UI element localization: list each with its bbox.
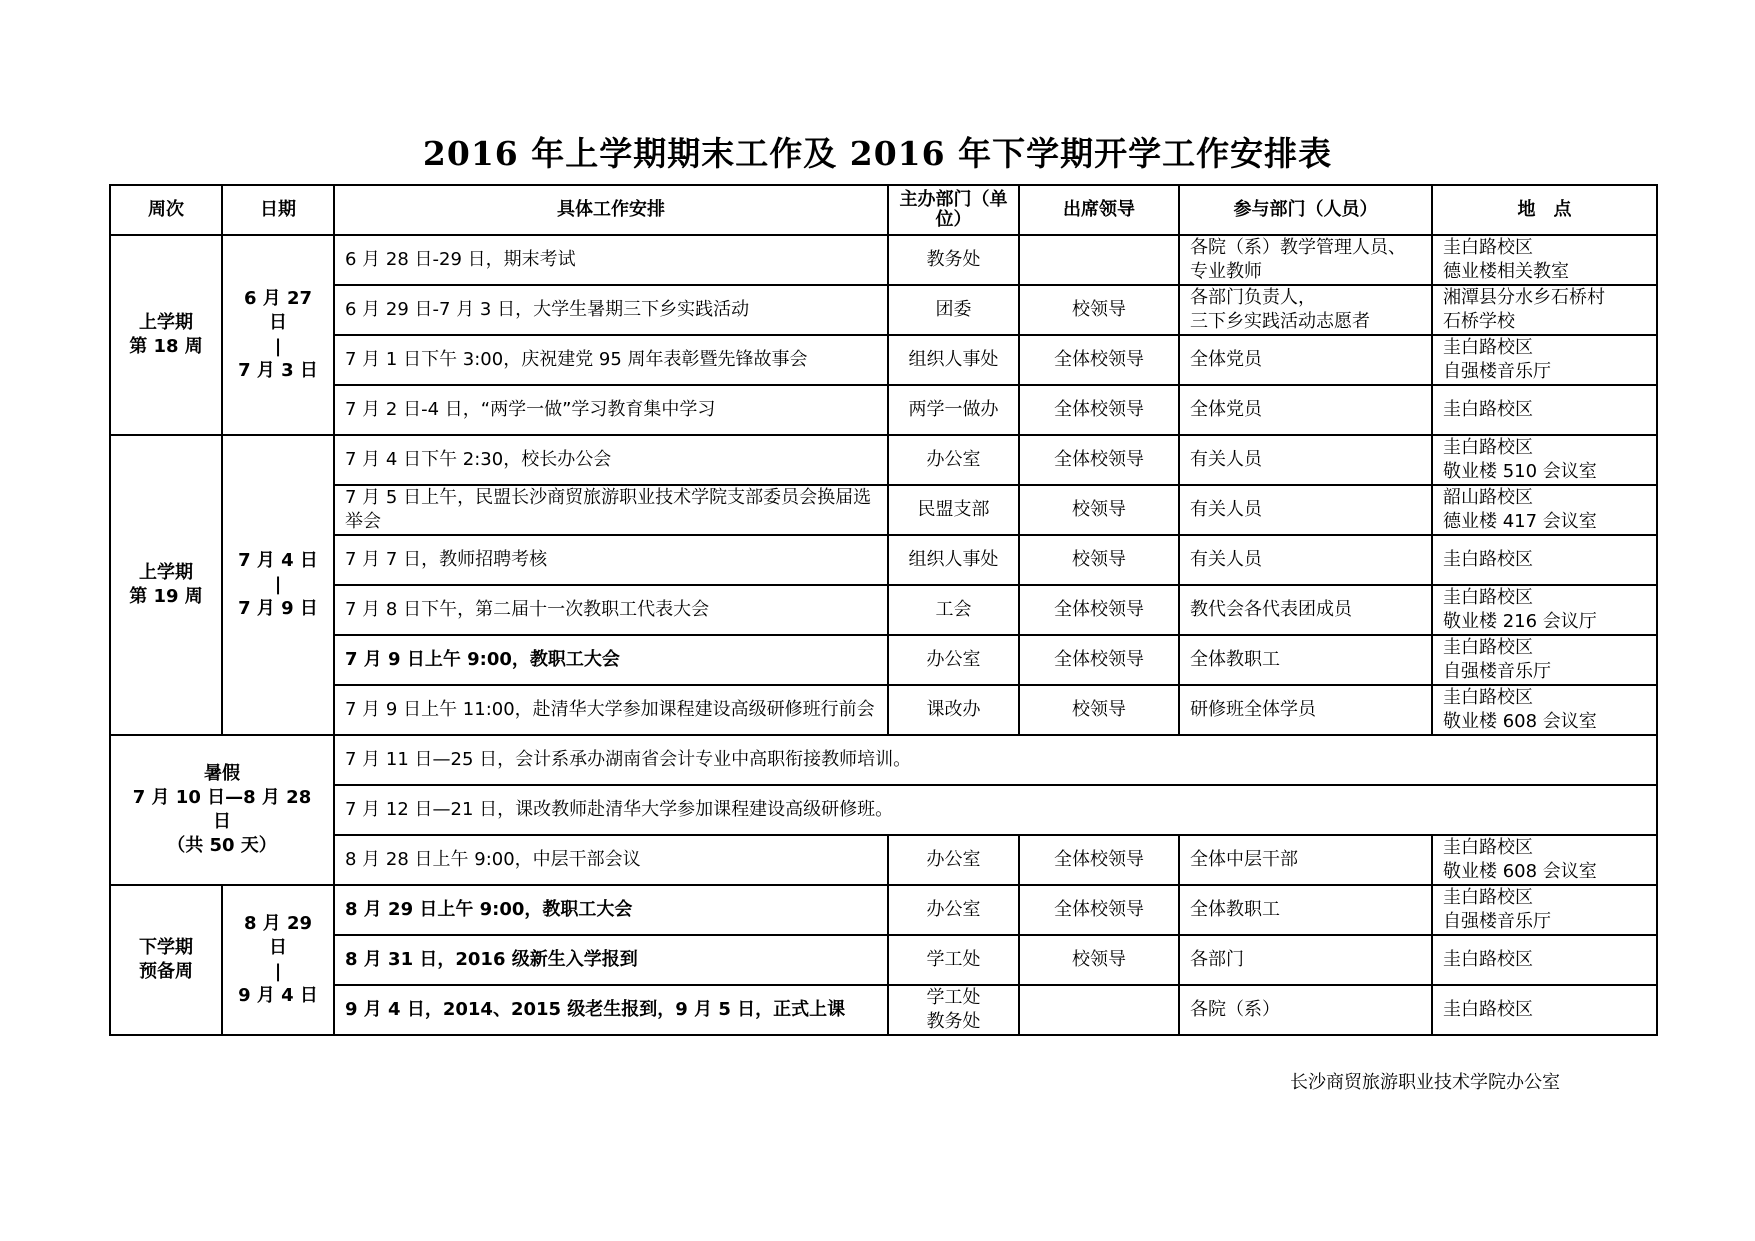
leader-cell: 全体校领导	[1019, 835, 1179, 885]
task-cell: 7 月 5 日上午，民盟长沙商贸旅游职业技术学院支部委员会换届选举会	[334, 485, 888, 535]
location-cell: 圭白路校区 敬业楼 608 会议室	[1432, 685, 1657, 735]
location-cell: 圭白路校区 德业楼相关教室	[1432, 235, 1657, 285]
task-cell: 8 月 31 日，2016 级新生入学报到	[334, 935, 888, 985]
header-host-dept: 主办部门（单位）	[888, 185, 1019, 235]
header-row	[110, 185, 1657, 235]
table-row	[110, 985, 1657, 1035]
leader-cell: 全体校领导	[1019, 435, 1179, 485]
location-cell: 圭白路校区	[1432, 535, 1657, 585]
leader-cell: 校领导	[1019, 685, 1179, 735]
location-cell: 圭白路校区 敬业楼 216 会议厅	[1432, 585, 1657, 635]
leader-cell: 校领导	[1019, 935, 1179, 985]
task-cell: 7 月 12 日—21 日，课改教师赴清华大学参加课程建设高级研修班。	[334, 785, 1657, 835]
participants-cell: 有关人员	[1179, 535, 1432, 585]
host-dept-cell: 民盟支部	[888, 485, 1019, 535]
task-cell: 6 月 29 日-7 月 3 日，大学生暑期三下乡实践活动	[334, 285, 888, 335]
task-cell: 7 月 9 日上午 11:00，赴清华大学参加课程建设高级研修班行前会	[334, 685, 888, 735]
task-cell: 7 月 8 日下午，第二届十一次教职工代表大会	[334, 585, 888, 635]
participants-cell: 全体党员	[1179, 385, 1432, 435]
leader-cell: 校领导	[1019, 535, 1179, 585]
host-dept-cell: 课改办	[888, 685, 1019, 735]
host-dept-cell: 学工处	[888, 935, 1019, 985]
leader-cell: 校领导	[1019, 485, 1179, 535]
table-row	[110, 735, 1657, 785]
table-row	[110, 285, 1657, 335]
participants-cell: 各院（系）教学管理人员、 专业教师	[1179, 235, 1432, 285]
host-dept-cell: 工会	[888, 585, 1019, 635]
header-participants: 参与部门（人员）	[1179, 185, 1432, 235]
schedule-table	[109, 184, 1658, 1036]
location-cell: 圭白路校区 敬业楼 510 会议室	[1432, 435, 1657, 485]
leader-cell: 校领导	[1019, 285, 1179, 335]
participants-cell: 有关人员	[1179, 485, 1432, 535]
page-title: 2016 年上学期期末工作及 2016 年下学期开学工作安排表	[422, 134, 1333, 173]
task-cell: 8 月 28 日上午 9:00，中层干部会议	[334, 835, 888, 885]
task-cell: 8 月 29 日上午 9:00，教职工大会	[334, 885, 888, 935]
task-cell: 7 月 2 日-4 日，“两学一做”学习教育集中学习	[334, 385, 888, 435]
table-row	[110, 635, 1657, 685]
participants-cell: 全体中层干部	[1179, 835, 1432, 885]
leader-cell: 全体校领导	[1019, 635, 1179, 685]
date-cell: 6 月 27 日 | 7 月 3 日	[222, 235, 334, 435]
participants-cell: 全体党员	[1179, 335, 1432, 385]
location-cell: 圭白路校区	[1432, 985, 1657, 1035]
participants-cell: 教代会各代表团成员	[1179, 585, 1432, 635]
leader-cell: 全体校领导	[1019, 335, 1179, 385]
participants-cell: 全体教职工	[1179, 885, 1432, 935]
table-row	[110, 485, 1657, 535]
leader-cell: 全体校领导	[1019, 585, 1179, 635]
location-cell: 圭白路校区 自强楼音乐厅	[1432, 335, 1657, 385]
week-cell: 上学期 第 18 周	[110, 235, 222, 435]
header-task: 具体工作安排	[334, 185, 888, 235]
week-cell: 上学期 第 19 周	[110, 435, 222, 735]
participants-cell: 全体教职工	[1179, 635, 1432, 685]
task-cell: 7 月 9 日上午 9:00，教职工大会	[334, 635, 888, 685]
host-dept-cell: 学工处 教务处	[888, 985, 1019, 1035]
participants-cell: 各院（系）	[1179, 985, 1432, 1035]
table-row	[110, 335, 1657, 385]
footer-office: 长沙商贸旅游职业技术学院办公室	[1290, 1072, 1560, 1093]
table-row	[110, 235, 1657, 285]
location-cell: 湘潭县分水乡石桥村 石桥学校	[1432, 285, 1657, 335]
participants-cell: 各部门	[1179, 935, 1432, 985]
task-cell: 7 月 7 日，教师招聘考核	[334, 535, 888, 585]
participants-cell: 各部门负责人， 三下乡实践活动志愿者	[1179, 285, 1432, 335]
table-row	[110, 535, 1657, 585]
date-cell: 7 月 4 日 | 7 月 9 日	[222, 435, 334, 735]
task-cell: 7 月 11 日—25 日，会计系承办湖南省会计专业中高职衔接教师培训。	[334, 735, 1657, 785]
location-cell: 圭白路校区 自强楼音乐厅	[1432, 885, 1657, 935]
table-row	[110, 685, 1657, 735]
table-row	[110, 435, 1657, 485]
leader-cell: 全体校领导	[1019, 885, 1179, 935]
table-row	[110, 785, 1657, 835]
host-dept-cell: 两学一做办	[888, 385, 1019, 435]
location-cell: 圭白路校区	[1432, 935, 1657, 985]
table-row	[110, 935, 1657, 985]
host-dept-cell: 办公室	[888, 435, 1019, 485]
table-row	[110, 585, 1657, 635]
header-date: 日期	[222, 185, 334, 235]
participants-cell: 研修班全体学员	[1179, 685, 1432, 735]
host-dept-cell: 教务处	[888, 235, 1019, 285]
host-dept-cell: 办公室	[888, 835, 1019, 885]
table-row	[110, 835, 1657, 885]
location-cell: 韶山路校区 德业楼 417 会议室	[1432, 485, 1657, 535]
header-week: 周次	[110, 185, 222, 235]
task-cell: 9 月 4 日，2014、2015 级老生报到，9 月 5 日，正式上课	[334, 985, 888, 1035]
leader-cell: 全体校领导	[1019, 385, 1179, 435]
task-cell: 6 月 28 日-29 日，期末考试	[334, 235, 888, 285]
host-dept-cell: 办公室	[888, 635, 1019, 685]
header-leader: 出席领导	[1019, 185, 1179, 235]
week-cell: 暑假 7 月 10 日—8 月 28 日 （共 50 天）	[110, 735, 334, 885]
host-dept-cell: 组织人事处	[888, 535, 1019, 585]
location-cell: 圭白路校区 敬业楼 608 会议室	[1432, 835, 1657, 885]
host-dept-cell: 组织人事处	[888, 335, 1019, 385]
host-dept-cell: 办公室	[888, 885, 1019, 935]
week-cell: 下学期 预备周	[110, 885, 222, 1035]
location-cell: 圭白路校区 自强楼音乐厅	[1432, 635, 1657, 685]
task-cell: 7 月 4 日下午 2:30，校长办公会	[334, 435, 888, 485]
table-row	[110, 385, 1657, 435]
leader-cell	[1019, 235, 1179, 285]
host-dept-cell: 团委	[888, 285, 1019, 335]
table-row	[110, 885, 1657, 935]
participants-cell: 有关人员	[1179, 435, 1432, 485]
location-cell: 圭白路校区	[1432, 385, 1657, 435]
header-location: 地 点	[1432, 185, 1657, 235]
leader-cell	[1019, 985, 1179, 1035]
date-cell: 8 月 29 日 | 9 月 4 日	[222, 885, 334, 1035]
task-cell: 7 月 1 日下午 3:00，庆祝建党 95 周年表彰暨先锋故事会	[334, 335, 888, 385]
